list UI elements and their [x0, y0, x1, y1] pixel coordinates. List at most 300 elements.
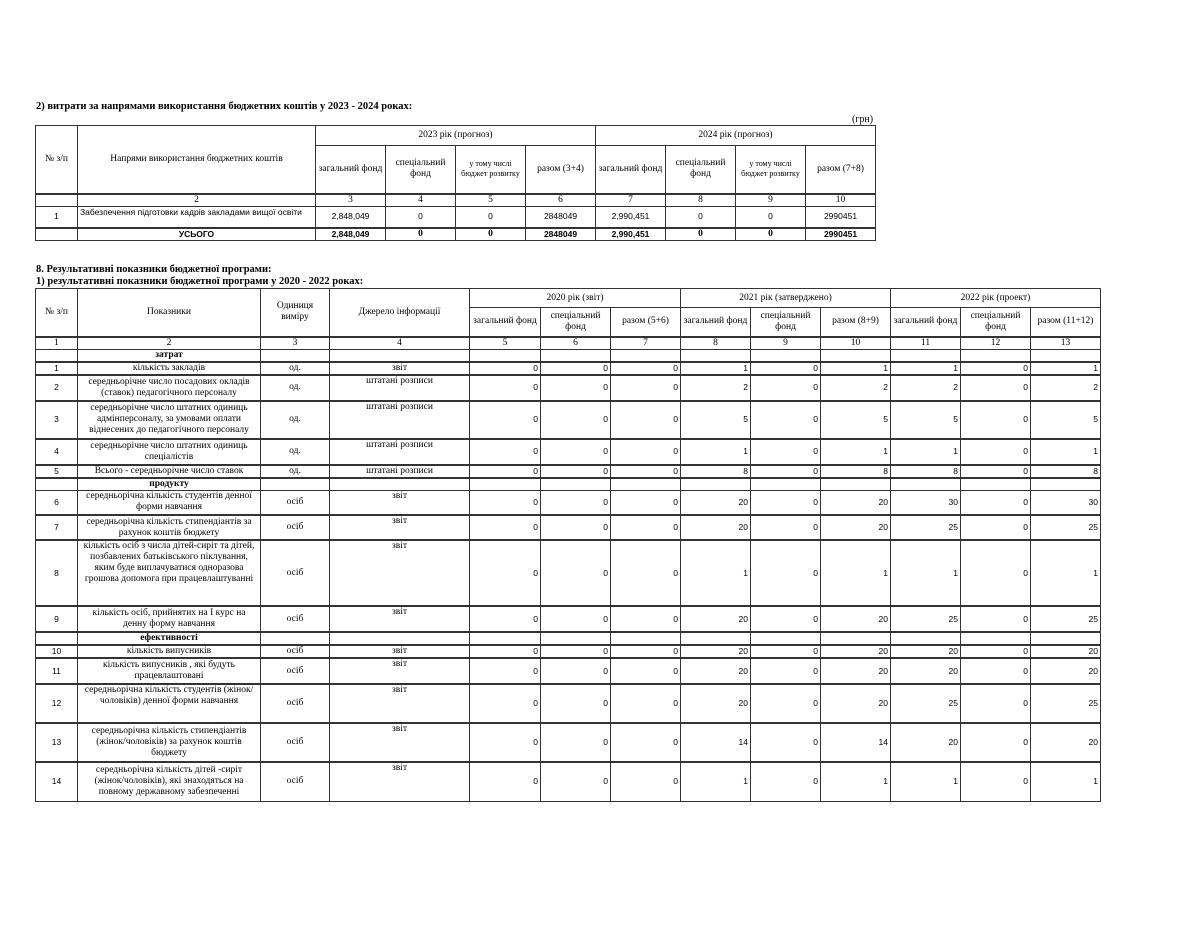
cell: 2: [1031, 375, 1101, 401]
col-number: 3: [261, 337, 330, 350]
cell: 0: [611, 439, 681, 465]
cell: 0: [470, 490, 541, 515]
cell: 25: [1031, 606, 1101, 632]
row-indicator: середньорічне число посадових окладів (ставок) педагогічного персоналу: [78, 375, 261, 401]
cell: 0: [961, 658, 1031, 684]
header-num: № з/п: [36, 126, 78, 194]
cell: 0: [961, 762, 1031, 801]
cell: [891, 478, 961, 491]
cell: 5: [1031, 401, 1101, 439]
cell: [261, 349, 330, 362]
group-row-efficiency: [36, 632, 1101, 645]
table-row: [36, 401, 1101, 439]
cell: 0: [470, 645, 541, 658]
table-row: [36, 723, 1101, 762]
col-number: 11: [891, 337, 961, 350]
cell: 2990451: [806, 228, 876, 241]
row-unit: од.: [261, 362, 330, 375]
cell: 0: [736, 228, 806, 241]
row-num: 4: [36, 439, 78, 465]
section-8-subtitle: 1) результативні показники бюджетної програми у 2020 - 2022 роках:: [36, 276, 364, 287]
table-row: [36, 606, 1101, 632]
row-indicator: середньорічна кількість дітей -сиріт (жінок/чоловіків), які знаходяться на повному державному забезпеченні: [78, 762, 261, 801]
cell: [470, 632, 541, 645]
table-row: [36, 762, 1101, 801]
cell: 2990451: [806, 206, 876, 228]
cell: 2: [891, 375, 961, 401]
row-indicator: кількість випусників: [78, 645, 261, 658]
header-total-8-9: разом (8+9): [821, 308, 891, 337]
cell: 2,848,049: [316, 228, 386, 241]
col-number: 10: [821, 337, 891, 350]
cell: 25: [891, 606, 961, 632]
row-unit: осіб: [261, 723, 330, 762]
cell: 20: [1031, 645, 1101, 658]
cell: 0: [751, 465, 821, 478]
cell: 0: [611, 762, 681, 801]
col-number: 3: [316, 194, 386, 207]
row-indicator: середньорічна кількість стипендіантів за рахунок коштів бюджету: [78, 515, 261, 540]
header-unit: Одиниця виміру: [261, 289, 330, 337]
cell: [36, 632, 78, 645]
total-row: [36, 228, 876, 241]
cell: 0: [611, 490, 681, 515]
table-row: [36, 658, 1101, 684]
cell: 1: [681, 439, 751, 465]
col-number: 5: [456, 194, 526, 207]
cell: 0: [751, 606, 821, 632]
cell: 1: [681, 762, 751, 801]
cell: 0: [961, 465, 1031, 478]
cell: [751, 478, 821, 491]
cell: 20: [1031, 723, 1101, 762]
header-general-fund: загальний фонд: [891, 308, 961, 337]
cell: 20: [681, 515, 751, 540]
cell: [541, 349, 611, 362]
col-number: 7: [611, 337, 681, 350]
cell: 0: [611, 645, 681, 658]
cell: 1: [891, 439, 961, 465]
cell: 2: [681, 375, 751, 401]
row-source: штатані розписи: [330, 401, 470, 439]
cell: 20: [1031, 658, 1101, 684]
section-8-title: 8. Результативні показники бюджетної програми:: [36, 264, 272, 275]
cell: 0: [751, 684, 821, 723]
cell: 0: [470, 658, 541, 684]
header-total-7-8: разом (7+8): [806, 146, 876, 194]
row-indicator: середньорічна кількість студентів (жінок/чоловіків) денної форми навчання: [78, 684, 261, 723]
row-source: звіт: [330, 723, 470, 762]
cell: [36, 478, 78, 491]
cell: [961, 349, 1031, 362]
cell: 8: [681, 465, 751, 478]
cell: 2,990,451: [596, 228, 666, 241]
cell: 0: [961, 606, 1031, 632]
cell: 1: [1031, 439, 1101, 465]
cell: 1: [821, 439, 891, 465]
cell: 0: [470, 515, 541, 540]
cell: 0: [541, 465, 611, 478]
row-num: 8: [36, 540, 78, 606]
cell: 20: [891, 658, 961, 684]
cell: [470, 478, 541, 491]
table-row: [36, 465, 1101, 478]
row-num: 12: [36, 684, 78, 723]
cell: 25: [891, 515, 961, 540]
group-row-product: [36, 478, 1101, 491]
cell: 0: [470, 362, 541, 375]
row-num: 5: [36, 465, 78, 478]
cell: 0: [541, 723, 611, 762]
cell: 2,848,049: [316, 206, 386, 228]
cell: 0: [611, 684, 681, 723]
row-indicator: кількість осіб з числа дітей-сиріт та дітей, позбавлених батьківського піклування, яким буде виплачуватися одноразова грошова допомога при працевлаштуванні: [78, 540, 261, 606]
cell: 0: [611, 606, 681, 632]
cell: 0: [751, 439, 821, 465]
header-total-3-4: разом (3+4): [526, 146, 596, 194]
cell: [751, 632, 821, 645]
row-num: 1: [36, 206, 78, 228]
header-dev-budget: у тому числі бюджет розвитку: [456, 146, 526, 194]
cell: [1031, 349, 1101, 362]
cell: 2: [821, 375, 891, 401]
cell: [751, 349, 821, 362]
cell: 0: [541, 684, 611, 723]
col-number: 8: [666, 194, 736, 207]
cell: 0: [470, 606, 541, 632]
cell: 1: [821, 762, 891, 801]
row-indicator: середньорічна кількість стипендіантів (жінок/чоловіків) за рахунок коштів бюджету: [78, 723, 261, 762]
cell: 30: [891, 490, 961, 515]
cell: 0: [736, 206, 806, 228]
table-row: [36, 439, 1101, 465]
cell: 0: [961, 684, 1031, 723]
cell: 8: [891, 465, 961, 478]
cell: 5: [681, 401, 751, 439]
section-2-title: 2) витрати за напрямами використання бюджетних коштів у 2023 - 2024 роках:: [36, 101, 413, 112]
cell: [891, 632, 961, 645]
cell: 0: [751, 375, 821, 401]
cell: 0: [751, 658, 821, 684]
cell: 0: [541, 362, 611, 375]
cell: 0: [751, 401, 821, 439]
row-unit: осіб: [261, 540, 330, 606]
col-number: 9: [751, 337, 821, 350]
cell: 5: [891, 401, 961, 439]
cell: 0: [541, 490, 611, 515]
cell: 0: [961, 515, 1031, 540]
cell: [821, 349, 891, 362]
col-number: 6: [526, 194, 596, 207]
row-num: 13: [36, 723, 78, 762]
header-num: № з/п: [36, 289, 78, 337]
cell: 0: [961, 490, 1031, 515]
table-row: [36, 515, 1101, 540]
col-number: 1: [36, 337, 78, 350]
cell: 0: [751, 540, 821, 606]
cell: 1: [1031, 362, 1101, 375]
row-source: звіт: [330, 490, 470, 515]
header-special-fund: спеціальний фонд: [961, 308, 1031, 337]
cell: 0: [470, 762, 541, 801]
cell: 0: [611, 658, 681, 684]
cell: 0: [961, 645, 1031, 658]
row-source: звіт: [330, 762, 470, 801]
cell: [611, 478, 681, 491]
row-unit: осіб: [261, 645, 330, 658]
header-special-fund: спеціальний фонд: [386, 146, 456, 194]
cell: 20: [891, 645, 961, 658]
header-year-2024: 2024 рік (прогноз): [596, 126, 876, 146]
cell: 0: [611, 375, 681, 401]
cell: 20: [821, 515, 891, 540]
cell: 0: [961, 362, 1031, 375]
col-number: 7: [596, 194, 666, 207]
cell: 8: [1031, 465, 1101, 478]
cell: 1: [1031, 540, 1101, 606]
row-source: звіт: [330, 658, 470, 684]
row-unit: осіб: [261, 762, 330, 801]
col-number: 2: [78, 194, 316, 207]
col-number: 6: [541, 337, 611, 350]
cell: 0: [611, 362, 681, 375]
cell: 25: [1031, 515, 1101, 540]
cell: 0: [541, 645, 611, 658]
row-indicator: Всього - середньорічне число ставок: [78, 465, 261, 478]
cell: [821, 632, 891, 645]
row-indicator: кількість випусників , які будуть працевлаштовані: [78, 658, 261, 684]
cell: 20: [681, 606, 751, 632]
row-unit: од.: [261, 401, 330, 439]
cell: 2848049: [526, 206, 596, 228]
cell: [611, 349, 681, 362]
row-unit: осіб: [261, 515, 330, 540]
table-row: [36, 684, 1101, 723]
row-source: звіт: [330, 684, 470, 723]
cell: 1: [891, 362, 961, 375]
cell: 0: [541, 762, 611, 801]
cell: 14: [681, 723, 751, 762]
row-source: звіт: [330, 540, 470, 606]
cell: 0: [751, 362, 821, 375]
cell: [1031, 632, 1101, 645]
row-unit: од.: [261, 439, 330, 465]
header-general-fund: загальний фонд: [596, 146, 666, 194]
cell: 0: [666, 206, 736, 228]
cell: 0: [470, 684, 541, 723]
header-direction: Напрями використання бюджетних коштів: [78, 126, 316, 194]
col-number: 2: [78, 337, 261, 350]
cell: 20: [681, 684, 751, 723]
table-row: [36, 375, 1101, 401]
row-num: 7: [36, 515, 78, 540]
cell: 25: [1031, 684, 1101, 723]
cell: 30: [1031, 490, 1101, 515]
cell: 20: [821, 490, 891, 515]
cell: [330, 349, 470, 362]
cell: [1031, 478, 1101, 491]
cell: [821, 478, 891, 491]
cell: 0: [611, 515, 681, 540]
group-row-costs: [36, 349, 1101, 362]
row-num: 11: [36, 658, 78, 684]
cell: 20: [821, 645, 891, 658]
cell: 1: [891, 540, 961, 606]
group-label-costs: затрат: [78, 349, 261, 362]
col-number: 5: [470, 337, 541, 350]
table-row: [36, 540, 1101, 606]
header-special-fund: спеціальний фонд: [541, 308, 611, 337]
row-source: штатані розписи: [330, 465, 470, 478]
row-unit: од.: [261, 465, 330, 478]
cell: [681, 349, 751, 362]
header-source: Джерело інформації: [330, 289, 470, 337]
cell: 0: [470, 540, 541, 606]
cell: 0: [541, 658, 611, 684]
cell: 0: [541, 401, 611, 439]
row-direction: Забезпечення підготовки кадрів закладами вищої освіти: [78, 206, 316, 228]
col-number: 4: [330, 337, 470, 350]
header-general-fund: загальний фонд: [681, 308, 751, 337]
header-total-11-12: разом (11+12): [1031, 308, 1101, 337]
cell: 0: [541, 515, 611, 540]
col-number: 8: [681, 337, 751, 350]
header-general-fund: загальний фонд: [470, 308, 541, 337]
cell: 20: [681, 490, 751, 515]
cell: 0: [751, 515, 821, 540]
header-year-2023: 2023 рік (прогноз): [316, 126, 596, 146]
row-source: штатані розписи: [330, 439, 470, 465]
cell: 0: [541, 606, 611, 632]
cell: [36, 228, 78, 241]
cell: 0: [961, 540, 1031, 606]
col-number: 4: [386, 194, 456, 207]
cell: 0: [961, 439, 1031, 465]
cell: 0: [961, 401, 1031, 439]
cell: [330, 632, 470, 645]
row-indicator: середньорічне число штатних одиниць спеціалістів: [78, 439, 261, 465]
cell: 14: [821, 723, 891, 762]
row-indicator: середньорічна кількість студентів денної форми навчання: [78, 490, 261, 515]
cell: [541, 632, 611, 645]
cell: 0: [751, 762, 821, 801]
cell: 0: [386, 228, 456, 241]
cell: 0: [470, 375, 541, 401]
unit-label: (грн): [852, 114, 874, 125]
row-num: 1: [36, 362, 78, 375]
row-unit: осіб: [261, 684, 330, 723]
cell: 0: [611, 465, 681, 478]
row-num: 3: [36, 401, 78, 439]
row-source: звіт: [330, 515, 470, 540]
row-num: 2: [36, 375, 78, 401]
header-indicators: Показники: [78, 289, 261, 337]
cell: 2848049: [526, 228, 596, 241]
cell: 5: [821, 401, 891, 439]
cell: 0: [470, 723, 541, 762]
cell: 0: [541, 375, 611, 401]
row-num: 14: [36, 762, 78, 801]
header-year-2022: 2022 рік (проект): [891, 289, 1101, 308]
cell: [261, 632, 330, 645]
row-unit: осіб: [261, 606, 330, 632]
cell: 25: [891, 684, 961, 723]
cell: [36, 349, 78, 362]
cell: [261, 478, 330, 491]
header-special-fund: спеціальний фонд: [666, 146, 736, 194]
table-row: [36, 206, 876, 228]
cell: 0: [611, 401, 681, 439]
cell: 20: [681, 645, 751, 658]
group-label-efficiency: ефективності: [78, 632, 261, 645]
header-special-fund: спеціальний фонд: [751, 308, 821, 337]
cell: 20: [891, 723, 961, 762]
col-number: 13: [1031, 337, 1101, 350]
row-source: штатані розписи: [330, 375, 470, 401]
cell: 20: [821, 684, 891, 723]
cell: 0: [751, 490, 821, 515]
cell: [681, 632, 751, 645]
header-total-5-6: разом (5+6): [611, 308, 681, 337]
row-source: звіт: [330, 606, 470, 632]
cell: 0: [456, 228, 526, 241]
cell: 0: [541, 540, 611, 606]
table-row: [36, 490, 1101, 515]
indicators-table: [35, 288, 1101, 802]
col-number: 10: [806, 194, 876, 207]
cell: 0: [666, 228, 736, 241]
cell: 1: [821, 540, 891, 606]
row-num: 10: [36, 645, 78, 658]
row-source: звіт: [330, 645, 470, 658]
cell: 1: [681, 362, 751, 375]
total-label: УСЬОГО: [78, 228, 316, 241]
row-indicator: кількість закладів: [78, 362, 261, 375]
cell: 0: [961, 723, 1031, 762]
row-indicator: кількість осіб, прийнятих на І курс на денну форму навчання: [78, 606, 261, 632]
row-unit: од.: [261, 375, 330, 401]
cell: 20: [821, 606, 891, 632]
header-general-fund: загальний фонд: [316, 146, 386, 194]
row-unit: осіб: [261, 658, 330, 684]
cell: 8: [821, 465, 891, 478]
table-row: [36, 362, 1101, 375]
cell: 0: [456, 206, 526, 228]
header-year-2020: 2020 рік (звіт): [470, 289, 681, 308]
row-source: звіт: [330, 362, 470, 375]
cell: 20: [681, 658, 751, 684]
cell: 0: [541, 439, 611, 465]
cell: 0: [611, 540, 681, 606]
cell: 1: [681, 540, 751, 606]
cell: [891, 349, 961, 362]
cell: 0: [470, 439, 541, 465]
row-num: 9: [36, 606, 78, 632]
cell: 0: [386, 206, 456, 228]
header-dev-budget: у тому числі бюджет розвитку: [736, 146, 806, 194]
cell: 0: [611, 723, 681, 762]
row-indicator: середньорічне число штатних одиниць адмінперсоналу, за умовами оплати віднесених до педагогічного персоналу: [78, 401, 261, 439]
cell: 2,990,451: [596, 206, 666, 228]
cell: 0: [751, 723, 821, 762]
cell: 1: [821, 362, 891, 375]
cell: 0: [751, 645, 821, 658]
cell: [330, 478, 470, 491]
cell: 0: [470, 401, 541, 439]
cell: [611, 632, 681, 645]
cell: 1: [891, 762, 961, 801]
cell: 20: [821, 658, 891, 684]
